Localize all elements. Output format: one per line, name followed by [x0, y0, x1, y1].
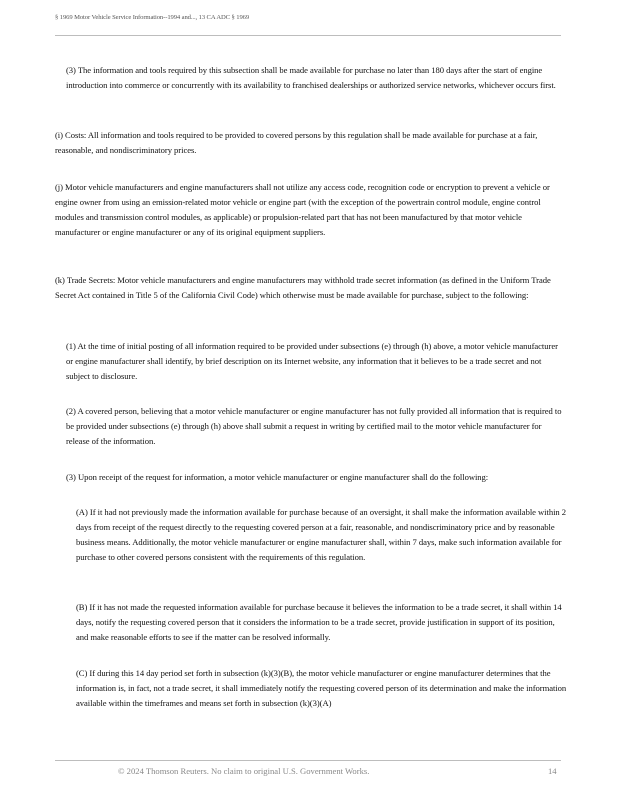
paragraph-k3B: (B) If it has not made the requested information available for purchase because it believes the information to be a trade secret, it shall within 14 days, notify the requesting covered person that it considers the information to be a trade secret, provide justification in support of its position, and make reasonable efforts to see if the matter can be resolved informally. [76, 602, 562, 642]
paragraph-k3: (3) Upon receipt of the request for information, a motor vehicle manufacturer or engine manufacturer shall do the following: [66, 472, 489, 482]
paragraph-i-costs: (i) Costs: All information and tools required to be provided to covered persons by this regulation shall be made available for purchase at a fair, reasonable, and nondiscriminatory prices. [55, 130, 538, 155]
page-number: 14 [548, 766, 557, 776]
paragraph-k3A: (A) If it had not previously made the information available for purchase because of an oversight, it shall make the information available within 2 days from receipt of the request directly to the requesting covered person at a fair, reasonable, and nondiscriminatory price and by reasonable business means. Additionally, the motor vehicle manufacturer or engine manufacturer shall, within 7 days, make such information available for purchase to other covered persons consistent with the requirements of this regulation. [76, 507, 567, 562]
paragraph-k1: (1) At the time of initial posting of all information required to be provided under subsections (e) through (h) above, a motor vehicle manufacturer or engine manufacturer shall identify, by brief description on its Internet website, any information that it believes to be a trade secret and not subject to disclosure. [66, 341, 558, 381]
footer-divider [55, 760, 561, 761]
paragraph-k2: (2) A covered person, believing that a motor vehicle manufacturer or engine manufacturer has not fully provided all information that is required to be provided under subsections (e) through (h) above shall submit a request in writing by certified mail to the motor vehicle manufacturer for release of the information. [66, 406, 562, 446]
header-citation: § 1969 Motor Vehicle Service Information--1994 and..., 13 CA ADC § 1969 [55, 14, 250, 21]
paragraph-h3: (3) The information and tools required by this subsection shall be made available for purchase no later than 180 days after the start of engine introduction into commerce or concurrently with its availability to franchised dealerships or authorized service networks, whichever occurs first. [66, 65, 556, 90]
footer-copyright: © 2024 Thomson Reuters. No claim to original U.S. Government Works. [118, 766, 370, 776]
paragraph-j-access-codes: (j) Motor vehicle manufacturers and engine manufacturers shall not utilize any access code, recognition code or encryption to prevent a vehicle or engine owner from using an emission-related motor vehicle or engine part (with the exception of the powertrain control module, engine control modules and transmission control modules, as applicable) or propulsion-related part that has not been manufactured by that motor vehicle manufacturer or engine manufacturer or any of its original equipment suppliers. [55, 182, 550, 237]
header-divider [55, 35, 561, 36]
paragraph-k3C: (C) If during this 14 day period set forth in subsection (k)(3)(B), the motor vehicle manufacturer or engine manufacturer determines that the information is, in fact, not a trade secret, it shall immediately notify the requesting covered person of its determination and make the information available within the timeframes and means set forth in subsection (k)(3)(A) [76, 668, 567, 708]
paragraph-k-trade-secrets: (k) Trade Secrets: Motor vehicle manufacturers and engine manufacturers may withhold trade secret information (as defined in the Uniform Trade Secret Act contained in Title 5 of the California Civil Code) which otherwise must be made available for purchase, subject to the following: [55, 275, 551, 300]
